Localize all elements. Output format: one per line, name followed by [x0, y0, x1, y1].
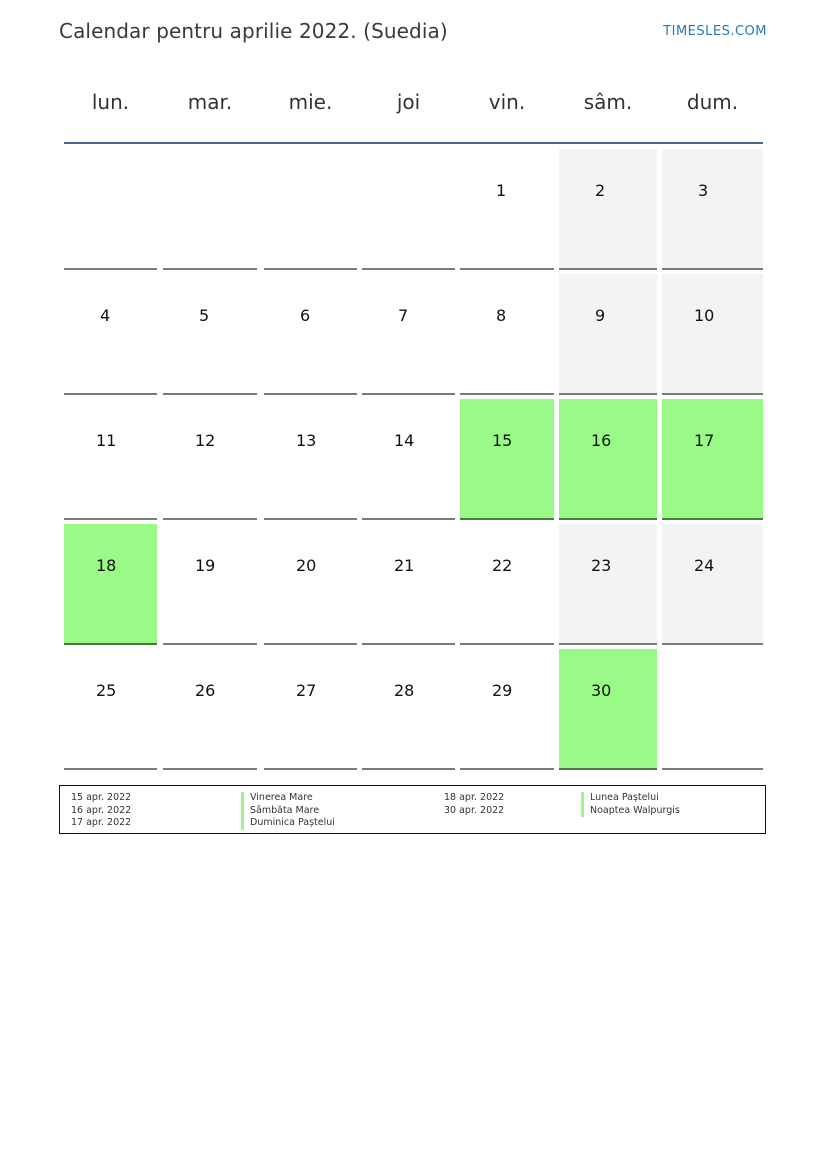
day-number: 20 [296, 556, 317, 575]
holiday-date: 18 apr. 2022 [444, 792, 505, 803]
holiday-date: 15 apr. 2022 [71, 792, 132, 803]
day-cell[interactable] [163, 649, 257, 770]
day-cell[interactable] [163, 524, 257, 645]
brand-link[interactable]: TIMESLES.COM [663, 24, 767, 39]
holiday-legend [59, 785, 766, 834]
day-number: 19 [195, 556, 216, 575]
day-cell[interactable] [264, 649, 357, 770]
day-cell[interactable] [662, 399, 763, 520]
day-number: 22 [492, 556, 513, 575]
day-number: 17 [694, 431, 715, 450]
day-number: 3 [698, 181, 709, 200]
day-cell[interactable] [362, 399, 455, 520]
holiday-name: Sâmbăta Mare [241, 805, 319, 818]
day-cell[interactable] [559, 399, 657, 520]
day-number: 7 [398, 306, 409, 325]
day-cell[interactable] [662, 524, 763, 645]
day-number: 4 [100, 306, 111, 325]
empty-day-cell [362, 149, 455, 270]
empty-day-cell [264, 149, 357, 270]
day-cell[interactable] [460, 274, 554, 395]
day-number: 1 [496, 181, 507, 200]
day-number: 24 [694, 556, 715, 575]
day-cell[interactable] [460, 649, 554, 770]
header-divider [64, 142, 763, 144]
day-cell[interactable] [662, 274, 763, 395]
holiday-date: 16 apr. 2022 [71, 804, 132, 816]
day-number: 29 [492, 681, 513, 700]
weekday-label: joi [396, 90, 421, 114]
day-number: 16 [591, 431, 612, 450]
day-cell[interactable] [559, 274, 657, 395]
holiday-date: 17 apr. 2022 [71, 817, 132, 828]
weekday-label: vin. [488, 90, 526, 114]
holiday-name: Duminica Paștelui [241, 817, 335, 830]
day-number: 9 [595, 306, 606, 325]
day-cell[interactable] [264, 524, 357, 645]
holiday-name: Noaptea Walpurgis [581, 805, 680, 818]
day-number: 10 [694, 306, 715, 325]
day-number: 15 [492, 431, 513, 450]
day-number: 27 [296, 681, 317, 700]
day-cell[interactable] [362, 524, 455, 645]
day-cell[interactable] [460, 149, 554, 270]
empty-day-cell [662, 649, 763, 770]
day-number: 18 [96, 556, 117, 575]
day-number: 14 [394, 431, 415, 450]
day-cell[interactable] [64, 524, 157, 645]
day-cell[interactable] [64, 274, 157, 395]
day-number: 6 [300, 306, 311, 325]
day-cell[interactable] [264, 274, 357, 395]
day-cell[interactable] [163, 274, 257, 395]
day-cell[interactable] [362, 649, 455, 770]
weekday-label: mar. [187, 90, 233, 114]
day-number: 30 [591, 681, 612, 700]
day-cell[interactable] [163, 399, 257, 520]
holiday-name: Lunea Paștelui [581, 792, 659, 805]
empty-day-cell [163, 149, 257, 270]
day-cell[interactable] [362, 274, 455, 395]
day-number: 12 [195, 431, 216, 450]
day-number: 13 [296, 431, 317, 450]
day-cell[interactable] [64, 649, 157, 770]
weekday-label: sâm. [583, 90, 633, 114]
day-number: 2 [595, 181, 606, 200]
day-cell[interactable] [64, 399, 157, 520]
day-cell[interactable] [559, 149, 657, 270]
day-number: 25 [96, 681, 117, 700]
day-number: 23 [591, 556, 612, 575]
day-number: 26 [195, 681, 216, 700]
day-cell[interactable] [559, 649, 657, 770]
day-number: 21 [394, 556, 415, 575]
empty-day-cell [64, 149, 157, 270]
weekday-label: mie. [288, 90, 333, 114]
weekday-label: lun. [91, 90, 130, 114]
day-cell[interactable] [460, 524, 554, 645]
day-number: 5 [199, 306, 210, 325]
holiday-name: Vinerea Mare [241, 792, 313, 805]
day-number: 8 [496, 306, 507, 325]
day-cell[interactable] [559, 524, 657, 645]
day-number: 28 [394, 681, 415, 700]
holiday-date: 30 apr. 2022 [444, 804, 505, 816]
day-cell[interactable] [264, 399, 357, 520]
calendar-title: Calendar pentru aprilie 2022. (Suedia) [59, 19, 448, 43]
day-cell[interactable] [460, 399, 554, 520]
day-number: 11 [96, 431, 117, 450]
weekday-label: dum. [686, 90, 739, 114]
day-cell[interactable] [662, 149, 763, 270]
